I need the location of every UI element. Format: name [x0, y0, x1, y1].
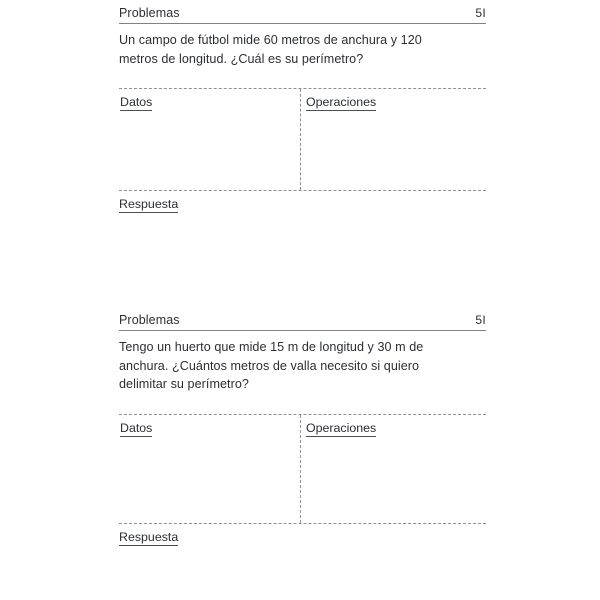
problem-statement: Un campo de fútbol mide 60 metros de anchura y 120 metros de longitud. ¿Cuál es su perímetro? — [119, 33, 422, 66]
problem-header-title: Problemas — [119, 6, 180, 20]
problem-header-1 — [119, 6, 486, 24]
problem-statement: Tengo un huerto que mide 15 m de longitud y 30 m de anchura. ¿Cuántos metros de valla necesito si quiero delimitar su perímetro? — [119, 340, 424, 391]
answer-row-2 — [119, 528, 486, 546]
work-area-divider — [300, 89, 301, 190]
datos-label: Datos — [120, 95, 153, 109]
problem-block-1 — [119, 6, 486, 213]
respuesta-label: Respuesta — [119, 529, 179, 544]
respuesta-label: Respuesta — [119, 197, 179, 211]
work-area-1 — [119, 88, 486, 191]
work-area-divider — [300, 415, 301, 523]
answer-row-1 — [119, 195, 486, 213]
problem-header-2 — [119, 313, 486, 331]
work-area-2 — [119, 414, 486, 524]
operaciones-label: Operaciones — [306, 95, 377, 109]
problem-block-2 — [119, 313, 486, 546]
problem-header-title: Problemas — [119, 313, 180, 327]
problem-header-code: 5I — [475, 313, 486, 327]
operaciones-label: Operaciones — [306, 420, 377, 435]
problem-header-code: 5I — [475, 6, 486, 20]
datos-label: Datos — [120, 420, 153, 435]
